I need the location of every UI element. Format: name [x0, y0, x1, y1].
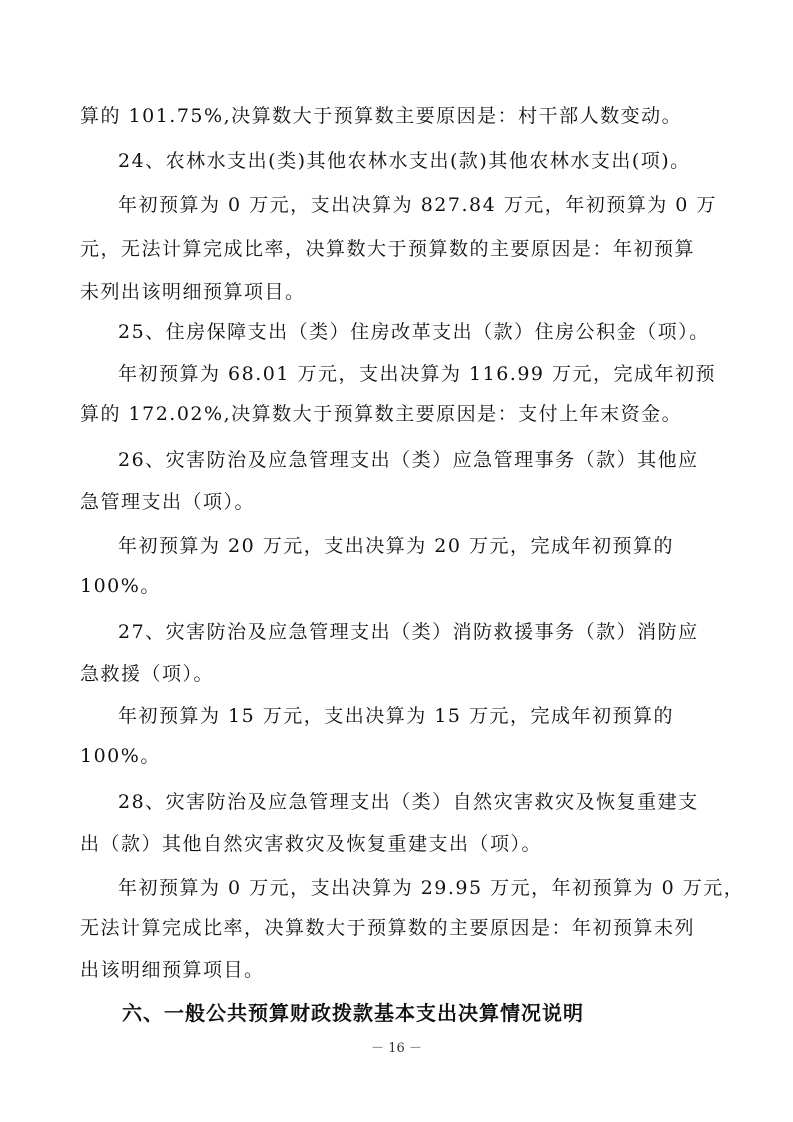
text-line: 算的 101.75%,决算数大于预算数主要原因是：村干部人数变动。: [80, 105, 683, 127]
text-line: 无法计算完成比率，决算数大于预算数的主要原因是：年初预算未列: [80, 917, 696, 939]
text-line: 急救援（项）。: [80, 663, 215, 685]
text-line: 未列出该明细预算项目。: [80, 281, 306, 303]
item-27-title: 27、灾害防治及应急管理支出（类）消防救援事务（款）消防应: [118, 621, 699, 643]
item-24-title: 24、农林水支出(类)其他农林水支出(款)其他农林水支出(项)。: [118, 150, 691, 172]
item-25-title: 25、住房保障支出（类）住房改革支出（款）住房公积金（项）。: [118, 321, 710, 343]
text-line: 年初预算为 0 万元，支出决算为 29.95 万元，年初预算为 0 万元，: [118, 877, 745, 899]
text-line: 年初预算为 20 万元，支出决算为 20 万元，完成年初预算的: [118, 535, 675, 557]
text-line: 年初预算为 0 万元，支出决算为 827.84 万元，年初预算为 0 万: [118, 194, 717, 216]
text-line: 算的 172.02%,决算数大于预算数主要原因是：支付上年末资金。: [80, 403, 683, 425]
text-line: 元，无法计算完成比率，决算数大于预算数的主要原因是：年初预算: [80, 238, 696, 260]
text-line: 出该明细预算项目。: [80, 959, 265, 981]
item-26-title: 26、灾害防治及应急管理支出（类）应急管理事务（款）其他应: [118, 449, 699, 471]
text-line: 100%。: [80, 575, 161, 597]
text-line: 100%。: [80, 745, 161, 767]
text-line: 年初预算为 68.01 万元，支出决算为 116.99 万元，完成年初预: [118, 363, 717, 385]
page-number: － 16 －: [371, 1041, 422, 1056]
section-heading: 六、一般公共预算财政拨款基本支出决算情况说明: [122, 1001, 584, 1025]
item-28-title: 28、灾害防治及应急管理支出（类）自然灾害救灾及恢复重建支: [118, 791, 699, 813]
text-line: 急管理支出（项）。: [80, 491, 256, 513]
text-line: 出（款）其他自然灾害救灾及恢复重建支出（项）。: [80, 833, 543, 855]
text-line: 年初预算为 15 万元，支出决算为 15 万元，完成年初预算的: [118, 705, 675, 727]
